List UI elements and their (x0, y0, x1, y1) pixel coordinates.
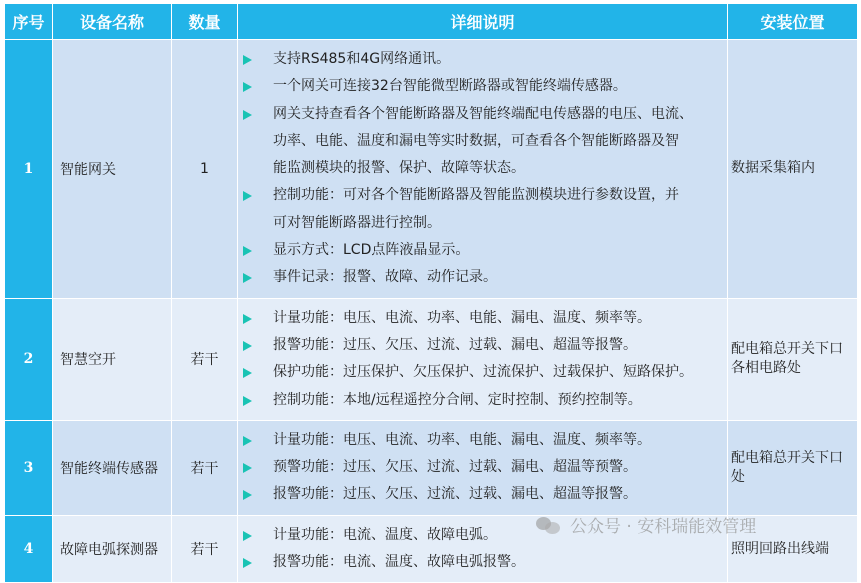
device-quantity: 若干 (172, 420, 238, 515)
table-header-row (5, 4, 858, 40)
location-line: 配电箱总开关下口 (731, 341, 843, 358)
device-name: 智能网关 (53, 40, 172, 299)
device-name: 智慧空开 (53, 298, 172, 420)
detail-item (242, 427, 725, 454)
location-line: 配电箱总开关下口 (731, 449, 843, 466)
header-details: 详细说明 (238, 4, 728, 40)
detail-item (242, 264, 725, 291)
detail-item (242, 332, 725, 359)
detail-item (242, 210, 725, 237)
detail-item (242, 481, 725, 508)
bullet-arrow-icon (243, 314, 252, 324)
device-quantity: 若干 (172, 298, 238, 420)
bullet-arrow-icon (243, 110, 252, 120)
watermark (536, 512, 756, 537)
device-name: 故障电弧探测器 (53, 515, 172, 583)
install-location (728, 420, 858, 515)
detail-text: 保护功能：过压保护、欠压保护、过流保护、过载保护、短路保护。 (273, 364, 693, 381)
device-quantity: 若干 (172, 515, 238, 583)
detail-item (242, 101, 725, 128)
header-index: 序号 (5, 4, 53, 40)
detail-text: 一个网关可连接32台智能微型断路器或智能终端传感器。 (273, 78, 627, 95)
detail-text: 报警功能：过压、欠压、过流、过载、漏电、超温等报警。 (273, 486, 637, 503)
detail-item (242, 46, 725, 73)
bullet-arrow-icon (243, 436, 252, 446)
header-install-location: 安装位置 (728, 4, 858, 40)
header-quantity: 数量 (172, 4, 238, 40)
location-line: 处 (731, 468, 745, 485)
detail-list (242, 46, 725, 292)
location-line: 照明回路出线端 (731, 540, 829, 557)
table-row (5, 420, 858, 515)
detail-list (242, 427, 725, 509)
detail-item (242, 305, 725, 332)
detail-text: 显示方式：LCD点阵液晶显示。 (273, 242, 470, 259)
install-location (728, 40, 858, 299)
detail-item (242, 359, 725, 386)
device-details (238, 40, 728, 299)
device-details (238, 420, 728, 515)
table-row (5, 40, 858, 299)
detail-text: 预警功能：过压、欠压、过流、过载、漏电、超温等预警。 (273, 459, 637, 476)
bullet-arrow-icon (243, 82, 252, 92)
detail-item (242, 155, 725, 182)
detail-item (242, 182, 725, 209)
detail-text: 网关支持查看各个智能断路器及智能终端配电传感器的电压、电流、 (273, 105, 693, 122)
detail-text: 可对智能断路器进行控制。 (273, 214, 441, 231)
detail-item (242, 454, 725, 481)
detail-text: 能监测模块的报警、保护、故障等状态。 (273, 160, 525, 177)
bullet-arrow-icon (243, 531, 252, 541)
row-index: 1 (5, 40, 53, 299)
location-line: 数据采集箱内 (731, 160, 815, 177)
detail-item (242, 128, 725, 155)
install-location (728, 298, 858, 420)
bullet-arrow-icon (243, 558, 252, 568)
row-index: 3 (5, 420, 53, 515)
device-table (4, 3, 858, 583)
row-index: 4 (5, 515, 53, 583)
detail-text: 计量功能：电压、电流、功率、电能、漏电、温度、频率等。 (273, 431, 651, 448)
detail-text: 功率、电能、温度和漏电等实时数据，可查看各个智能断路器及智 (273, 132, 679, 149)
bullet-arrow-icon (243, 368, 252, 378)
detail-text: 控制功能：本地/远程遥控分合闸、定时控制、预约控制等。 (273, 391, 642, 408)
bullet-arrow-icon (243, 55, 252, 65)
watermark-text: 公众号 · 安科瑞能效管理 (570, 517, 757, 537)
bullet-arrow-icon (243, 490, 252, 500)
detail-text: 报警功能：电流、温度、故障电弧报警。 (273, 554, 525, 571)
detail-text: 计量功能：电流、温度、故障电弧。 (273, 526, 497, 543)
bullet-arrow-icon (243, 463, 252, 473)
detail-text: 控制功能：可对各个智能断路器及智能监测模块进行参数设置，并 (273, 187, 679, 204)
bullet-arrow-icon (243, 191, 252, 201)
bullet-arrow-icon (243, 246, 252, 256)
location-line: 各相电路处 (731, 360, 801, 377)
detail-text: 计量功能：电压、电流、功率、电能、漏电、温度、频率等。 (273, 309, 651, 326)
detail-text: 报警功能：过压、欠压、过流、过载、漏电、超温等报警。 (273, 336, 637, 353)
bullet-arrow-icon (243, 396, 252, 406)
detail-item (242, 387, 725, 414)
bullet-arrow-icon (243, 341, 252, 351)
device-name: 智能终端传感器 (53, 420, 172, 515)
device-details (238, 298, 728, 420)
detail-item (242, 73, 725, 100)
detail-text: 支持RS485和4G网络通讯。 (273, 51, 451, 67)
header-device-name: 设备名称 (53, 4, 172, 40)
bullet-arrow-icon (243, 273, 252, 283)
detail-item (242, 237, 725, 264)
row-index: 2 (5, 298, 53, 420)
device-quantity: 1 (172, 40, 238, 299)
detail-list (242, 305, 725, 414)
detail-text: 事件记录：报警、故障、动作记录。 (273, 269, 497, 286)
wechat-icon (536, 515, 562, 535)
table-row (5, 298, 858, 420)
